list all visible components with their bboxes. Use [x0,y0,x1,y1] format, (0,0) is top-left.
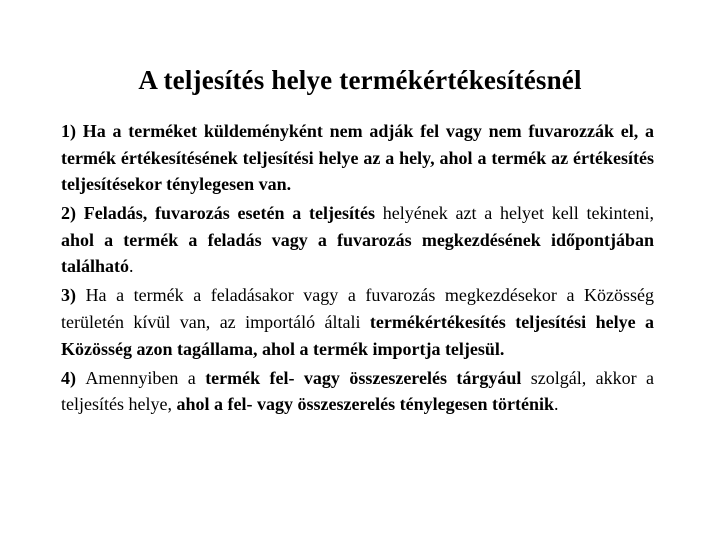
paragraph-2 [61,200,654,280]
paragraph-3 [61,282,654,362]
paragraph-1 [61,118,654,198]
slide-title: A teljesítés helye termékértékesítésnél [138,65,582,95]
paragraph-2-regular-text: helyének azt a helyet kell tekinteni, [382,203,654,224]
paragraph-1-text: 1) Ha a terméket küldeményként nem adják fel vagy nem fuvarozzák el, a termék értékesítésének teljesítési helye az a hely, ahol a termék az értékesítés teljesítésekor ténylegesen van. [61,121,654,195]
paragraph-2-bold-intro: 2) Feladás, fuvarozás esetén a teljesítés [61,203,383,224]
paragraph-4-bold-text-2: ahol a fel- vagy összeszerelés ténylegesen történik [176,394,555,415]
paragraph-3-regular-text: Ha a termék a feladásakor vagy a fuvarozás megkezdésekor a Közösség területén kívül van, az importáló általi [61,285,654,332]
paragraph-4-regular-text-2: szolgál, akkor a teljesítés helye, [61,367,655,415]
slide-body [61,118,654,420]
paragraph-3-number: 3) [61,285,86,306]
paragraph-4 [61,365,654,418]
paragraph-4-period: . [554,394,559,415]
paragraph-2-period: . [129,256,134,277]
paragraph-4-bold-text-1: termék fel- vagy összeszerelés tárgyául [205,367,531,388]
paragraph-4-regular-text-1: Amennyiben a [85,367,206,388]
paragraph-3-bold-text: termékértékesítés teljesítési helye a Közösség azon tagállama, ahol a termék importja teljesül. [61,311,654,359]
paragraph-2-bold-text: ahol a termék a feladás vagy a fuvarozás megkezdésének időpontjában található [61,229,654,277]
paragraph-4-number: 4) [61,367,86,388]
